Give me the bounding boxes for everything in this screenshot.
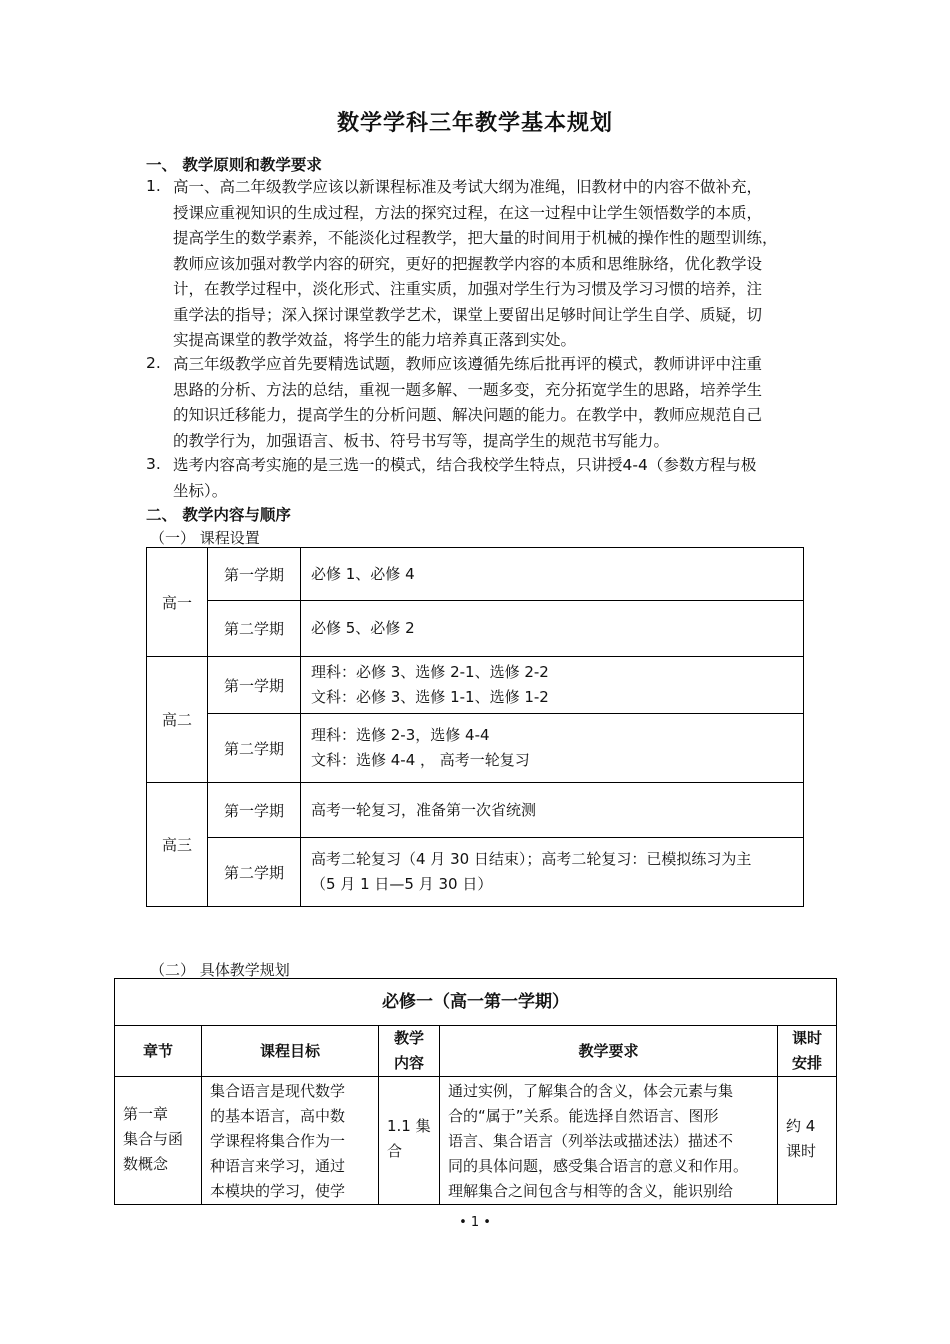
hours-cell: 约 4 课时	[778, 1077, 837, 1205]
semester-cell: 第二学期	[208, 714, 301, 783]
item-number: 3.	[146, 455, 161, 473]
course-cell: 必修 5、必修 2	[301, 601, 804, 657]
subheading-teaching-plan: （二） 具体教学规划	[150, 961, 290, 979]
grade-cell: 高一	[147, 548, 208, 657]
list-item-1: 高一、高二年级教学应该以新课程标准及考试大纲为准绳，旧教材中的内容不做补充， 授课应重视知识的生成过程，方法的探究过程，在这一过程中让学生领悟数学的本质， 提高学生的数学素养，不能淡化过程教学，把大量的时间用于机械的操作性的题型训练， 教师应该加强对教学内容的研究，更好的把握教学内容的本质和思维脉络，优化教学设 计，在教学过程中，淡化形式、注重实质，加强对学生行为习惯及学习习惯的培养，注 重学法的指导；深入探讨课堂教学艺术，课堂上要留出足够时间让学生自学、质疑，切 实提高课堂的教学效益，将学生的能力培养真正落到实处。	[173, 178, 778, 349]
goal-cell: 集合语言是现代数学 的基本语言，高中数 学课程将集合作为一 种语言来学习，通过 本模块的学习，使学	[202, 1077, 379, 1205]
section-heading-2: 二、 教学内容与顺序	[146, 506, 291, 524]
list-item-2: 高三年级教学应首先要精选试题，教师应该遵循先练后批再评的模式，教师讲评中注重 思路的分析、方法的总结，重视一题多解、一题多变，充分拓宽学生的思路，培养学生 的知识迁移能力，提高学生的分析问题、解决问题的能力。在教学中，教师应规范自己 的教学行为，加强语言、板书、符号书写等，提高学生的规范书写能力。	[173, 355, 763, 450]
item-number: 2.	[146, 354, 161, 372]
plan-table	[114, 978, 837, 1205]
requirement-cell: 通过实例，了解集合的含义，体会元素与集 合的“属于”关系。能选择自然语言、图形 语言、集合语言（列举法或描述法）描述不 同的具体问题，感受集合语言的意义和作用。 理解集合之间包含与相等的含义，能识别给	[440, 1077, 778, 1205]
header-goal: 课程目标	[202, 1026, 379, 1077]
page-title: 数学学科三年教学基本规划	[336, 111, 613, 136]
header-content: 教学 内容	[379, 1026, 440, 1077]
grade-cell: 高三	[147, 783, 208, 907]
chapter-cell: 第一章 集合与函 数概念	[115, 1077, 202, 1205]
course-cell: 理科：必修 3、选修 2-1、选修 2-2 文科：必修 3、选修 1-1、选修 1-2	[301, 657, 804, 714]
page-number: • 1 •	[459, 1215, 491, 1230]
item-number: 1.	[146, 177, 161, 195]
list-item-3: 选考内容高考实施的是三选一的模式，结合我校学生特点，只讲授4-4（参数方程与极 坐标）。	[173, 456, 757, 500]
semester-cell: 第一学期	[208, 548, 301, 601]
course-cell: 理科：选修 2-3，选修 4-4 文科：选修 4-4 ， 高考一轮复习	[301, 714, 804, 783]
header-hours: 课时 安排	[778, 1026, 837, 1077]
header-chapter: 章节	[115, 1026, 202, 1077]
grade-cell: 高二	[147, 657, 208, 783]
semester-cell: 第一学期	[208, 657, 301, 714]
content-cell: 1.1 集 合	[379, 1077, 440, 1205]
semester-cell: 第二学期	[208, 601, 301, 657]
semester-cell: 第一学期	[208, 783, 301, 838]
subheading-course-settings: （一） 课程设置	[150, 529, 260, 547]
semester-cell: 第二学期	[208, 838, 301, 907]
course-cell: 高考二轮复习（4 月 30 日结束）；高考二轮复习：已模拟练习为主 （5 月 1 日—5 月 30 日）	[301, 838, 804, 907]
course-table	[146, 547, 804, 907]
section-heading-1: 一、 教学原则和教学要求	[146, 156, 322, 174]
course-cell: 必修 1、必修 4	[301, 548, 804, 601]
header-requirement: 教学要求	[440, 1026, 778, 1077]
plan-table-title: 必修一（高一第一学期）	[115, 979, 837, 1026]
course-cell: 高考一轮复习，准备第一次省统测	[301, 783, 804, 838]
